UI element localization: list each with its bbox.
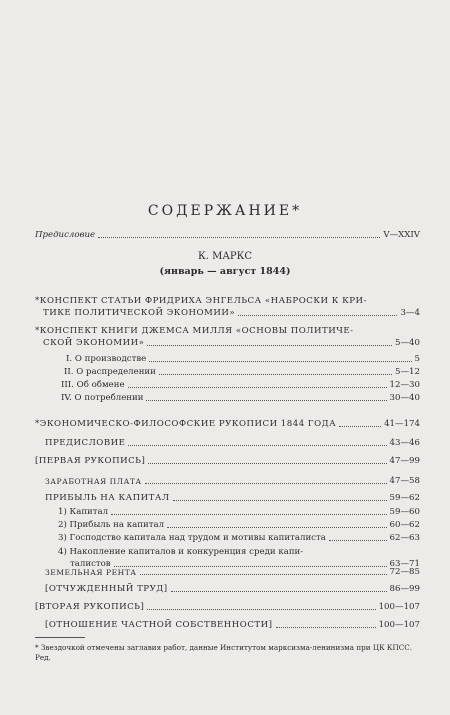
toc-label: ПРИБЫЛЬ НА КАПИТАЛ: [45, 493, 170, 503]
toc-page: 30—40: [389, 393, 420, 403]
leader-dots: [111, 514, 386, 515]
toc-label: IV. О потреблении: [61, 393, 144, 403]
toc-page: 62—63: [389, 533, 420, 543]
toc-label: [ПЕРВАЯ РУКОПИСЬ]: [35, 456, 146, 466]
toc-entry-engels[interactable]: [35, 296, 420, 319]
toc-label-line1: *КОНСПЕКТ КНИГИ ДЖЕМСА МИЛЛЯ «ОСНОВЫ ПОЛИТИЧЕ-: [35, 326, 354, 336]
toc-label: ЗАРАБОТНАЯ ПЛАТА: [45, 477, 142, 486]
toc-page: 5: [414, 354, 420, 364]
toc-label-line1: *КОНСПЕКТ СТАТЬИ ФРИДРИХА ЭНГЕЛЬСА «НАБРОСКИ К КРИ-: [35, 296, 367, 306]
toc-page: 47—58: [389, 476, 420, 486]
toc-label: ЗЕМЕЛЬНАЯ РЕНТА: [45, 568, 137, 577]
leader-dots: [171, 591, 387, 592]
leader-dots: [146, 400, 386, 401]
author-heading: К. МАРКС: [197, 251, 253, 262]
contents-title: СОДЕРЖАНИЕ*: [147, 203, 303, 219]
toc-page: 3—4: [400, 307, 420, 318]
toc-entry-mill[interactable]: [35, 326, 420, 349]
toc-label-line2: ТИКЕ ПОЛИТИЧЕСКОЙ ЭКОНОМИИ»: [43, 307, 236, 318]
author-dates: (январь — август 1844): [159, 266, 291, 277]
toc-entry-manuscripts[interactable]: [35, 419, 420, 430]
toc-label: 2) Прибыль на капитал: [58, 520, 165, 530]
leader-dots: [149, 361, 411, 362]
leader-dots: [339, 426, 381, 427]
toc-entry-private-property[interactable]: [45, 620, 420, 631]
toc-entry-preface[interactable]: [35, 230, 420, 241]
toc-entry-capital[interactable]: [58, 507, 420, 518]
leader-dots: [147, 345, 392, 346]
toc-page: 59—60: [389, 507, 420, 517]
toc-label: I. О производстве: [66, 354, 147, 364]
toc-label: ПРЕДИСЛОВИЕ: [45, 438, 126, 448]
leader-dots: [128, 387, 387, 388]
leader-dots: [98, 237, 380, 238]
toc-entry-wages[interactable]: [45, 476, 420, 487]
toc-entry-sub[interactable]: [61, 393, 420, 404]
toc-page: 63—71: [389, 559, 420, 569]
toc-entry-alienated-labour[interactable]: [45, 584, 420, 595]
toc-page: 100—107: [378, 602, 420, 612]
toc-label: [ОТНОШЕНИЕ ЧАСТНОЙ СОБСТВЕННОСТИ]: [45, 620, 273, 630]
leader-dots: [173, 500, 387, 501]
toc-label: III. Об обмене: [61, 380, 125, 390]
toc-label-line1: 4) Накопление капиталов и конкуренция среди капи-: [58, 547, 304, 557]
toc-page: 5—12: [395, 367, 420, 377]
toc-page: 72—85: [389, 567, 420, 577]
toc-label: II. О распределении: [64, 367, 156, 377]
leader-dots: [145, 483, 387, 484]
toc-entry-foreword[interactable]: [45, 438, 420, 449]
toc-page: 59—62: [389, 493, 420, 503]
toc-page: 41—174: [384, 419, 420, 429]
leader-dots: [140, 574, 387, 575]
toc-page: 86—99: [389, 584, 420, 594]
toc-label: 1) Капитал: [58, 507, 109, 517]
toc-page: 43—46: [389, 438, 420, 448]
toc-entry-sub[interactable]: [64, 367, 420, 378]
footnote-rule: [35, 637, 85, 638]
toc-entry-sub[interactable]: [66, 354, 420, 365]
leader-dots: [238, 315, 397, 316]
toc-label-line2: талистов: [70, 559, 111, 569]
toc-label: Предисловие: [35, 230, 96, 240]
toc-page: 47—99: [389, 456, 420, 466]
toc-entry-sub[interactable]: [61, 380, 420, 391]
toc-page: 5—40: [395, 337, 420, 348]
footnote: * Звездочкой отмечены заглавия работ, данные Институтом марксизма-ленинизма при ЦК КПСС. Ред.: [35, 643, 413, 662]
toc-page: 100—107: [378, 620, 420, 630]
leader-dots: [159, 374, 392, 375]
leader-dots: [276, 627, 376, 628]
toc-page: 60—62: [389, 520, 420, 530]
leader-dots: [147, 609, 375, 610]
leader-dots: [148, 463, 386, 464]
toc-entry-second-manuscript[interactable]: [35, 602, 420, 613]
toc-page: V—XXIV: [383, 230, 420, 240]
toc-entry-first-manuscript[interactable]: [35, 456, 420, 467]
toc-entry-capital[interactable]: [58, 520, 420, 531]
toc-entry-profit[interactable]: [45, 493, 420, 504]
toc-page: 12—30: [389, 380, 420, 390]
toc-label: 3) Господство капитала над трудом и мотивы капиталиста: [58, 533, 326, 543]
toc-entry-rent[interactable]: [45, 567, 420, 578]
leader-dots: [167, 527, 387, 528]
toc-label: *ЭКОНОМИЧЕСКО-ФИЛОСОФСКИЕ РУКОПИСИ 1844 ГОДА: [35, 419, 337, 429]
toc-label-line2: СКОЙ ЭКОНОМИИ»: [43, 337, 145, 348]
toc-entry-capital[interactable]: [58, 533, 420, 544]
toc-label: [ВТОРАЯ РУКОПИСЬ]: [35, 602, 145, 612]
toc-label: [ОТЧУЖДЕННЫЙ ТРУД]: [45, 584, 168, 594]
leader-dots: [329, 540, 387, 541]
leader-dots: [128, 445, 386, 446]
